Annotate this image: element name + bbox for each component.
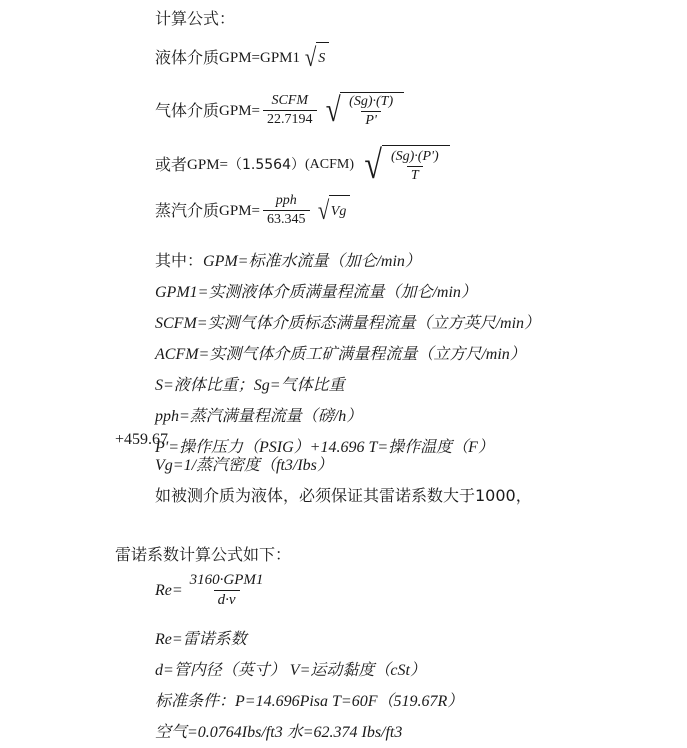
formula-reynolds-denominator: d·v [214, 590, 240, 609]
definition-3: ACFM=实测气体介质工矿满量程流量（立方尺/min） [155, 346, 526, 364]
radical-glyph: √ [364, 142, 382, 188]
formula-reynolds-numerator: 3160·GPM1 [189, 572, 264, 588]
formula-alternate-sqrt [360, 142, 450, 188]
formula-liquid-lhs: GPM= [219, 50, 260, 66]
note-line-1: 如被测介质为液体，必须保证其雷诺系数大于1000， [155, 486, 532, 505]
definition-1: GPM1=实测液体介质满量程流量（加仑/min） [155, 284, 477, 302]
reynolds-def-3: 空气=0.0764Ibs/ft3 水=62.374 Ibs/ft3 [155, 723, 403, 741]
formula-alternate-factor2: (ACFM) [305, 157, 355, 173]
definition-line-2 [155, 308, 675, 339]
formula-reynolds [155, 572, 675, 610]
document-body [155, 4, 675, 463]
formula-liquid-sqrt [302, 42, 329, 74]
formula-liquid-rhs: GPM1 [260, 50, 301, 66]
definition-0: GPM=标准水流量（加仑/min） [203, 253, 421, 271]
formula-alternate-label: 或者 [155, 155, 188, 175]
reynolds-def-line-2 [155, 686, 675, 717]
formula-steam-fraction [263, 193, 310, 228]
definition-line-8 [155, 450, 675, 481]
reynolds-def-1: d=管内径（英寸） V=运动黏度（cSt） [155, 661, 426, 679]
formula-gas-sqrt [322, 92, 405, 129]
note-line-2-wrap [115, 540, 675, 570]
definition-4: S=液体比重；Sg=气体比重 [155, 377, 345, 395]
radical-glyph: √ [325, 91, 341, 129]
formula-alternate-factor1: （1.5564） [228, 157, 305, 174]
formula-gas-fraction-denominator: 22.7194 [263, 110, 317, 128]
definitions-intro: 其中： [155, 251, 204, 271]
definition-line-3 [155, 339, 675, 370]
formula-steam-sqrt [315, 195, 351, 227]
definition-7: +459.67 [115, 431, 169, 448]
formula-steam-sqrt-content: Vg [329, 195, 351, 227]
formula-gas-sqrt-numerator: (Sg)·(T) [349, 94, 394, 109]
formula-steam-fraction-denominator: 63.345 [263, 210, 310, 228]
definition-line-1 [155, 277, 675, 308]
formula-gas-sqrt-content [340, 92, 404, 129]
formula-gas-lhs: GPM= [219, 102, 260, 119]
formula-alternate [155, 142, 675, 188]
radical-glyph: √ [317, 195, 329, 225]
reynolds-def-line-1 [155, 655, 675, 686]
formula-gas-sqrt-denominator: P' [361, 111, 381, 129]
formula-steam-label: 蒸汽介质 [155, 200, 220, 220]
note-line-2: 雷诺系数计算公式如下： [115, 545, 292, 564]
formula-liquid-sqrt-content: S [316, 42, 329, 74]
heading-calculation-formula: 计算公式： [155, 9, 236, 28]
definition-line-4 [155, 370, 675, 401]
reynolds-block [155, 568, 675, 748]
formula-liquid-label: 液体介质 [155, 48, 220, 67]
formula-gas-fraction-numerator: SCFM [271, 93, 309, 108]
formula-reynolds-fraction [186, 572, 268, 610]
formula-reynolds-lhs: Re= [155, 581, 183, 599]
formula-alternate-sqrt-fraction [387, 149, 443, 184]
formula-gas-sqrt-fraction [345, 94, 397, 129]
formula-alternate-sqrt-numerator: (Sg)·(P') [390, 148, 439, 164]
formula-gas-label: 气体介质 [155, 100, 220, 120]
formula-alternate-sqrt-content [382, 145, 450, 185]
formula-alternate-sqrt-denominator: T [407, 166, 423, 184]
formula-liquid [155, 42, 675, 74]
reynolds-def-line-0 [155, 624, 675, 655]
reynolds-def-line-3 [155, 717, 675, 748]
definition-5: pph=蒸汽满量程流量（磅/h） [155, 408, 363, 426]
definition-8: Vg=1/蒸汽密度（ft3/Ibs） [155, 457, 333, 474]
formula-gas-fraction [263, 93, 317, 128]
definition-2: SCFM=实测气体介质标态满量程流量（立方英尺/min） [155, 315, 541, 333]
formula-steam-lhs: GPM= [219, 202, 260, 219]
formula-steam-fraction-numerator: pph [275, 193, 297, 209]
definitions-intro-line [155, 246, 675, 277]
formula-alternate-lhs: GPM= [187, 157, 228, 174]
definition-6: P'=操作压力（PSIG）+14.696 T=操作温度（F） [155, 439, 494, 457]
formula-gas [155, 92, 675, 129]
reynolds-def-2: 标准条件：P=14.696Pisa T=60F（519.67R） [155, 692, 464, 710]
radical-glyph: √ [304, 43, 317, 72]
document-body-continued [155, 450, 675, 511]
formula-steam [155, 193, 675, 228]
reynolds-def-0: Re=雷诺系数 [155, 630, 247, 648]
